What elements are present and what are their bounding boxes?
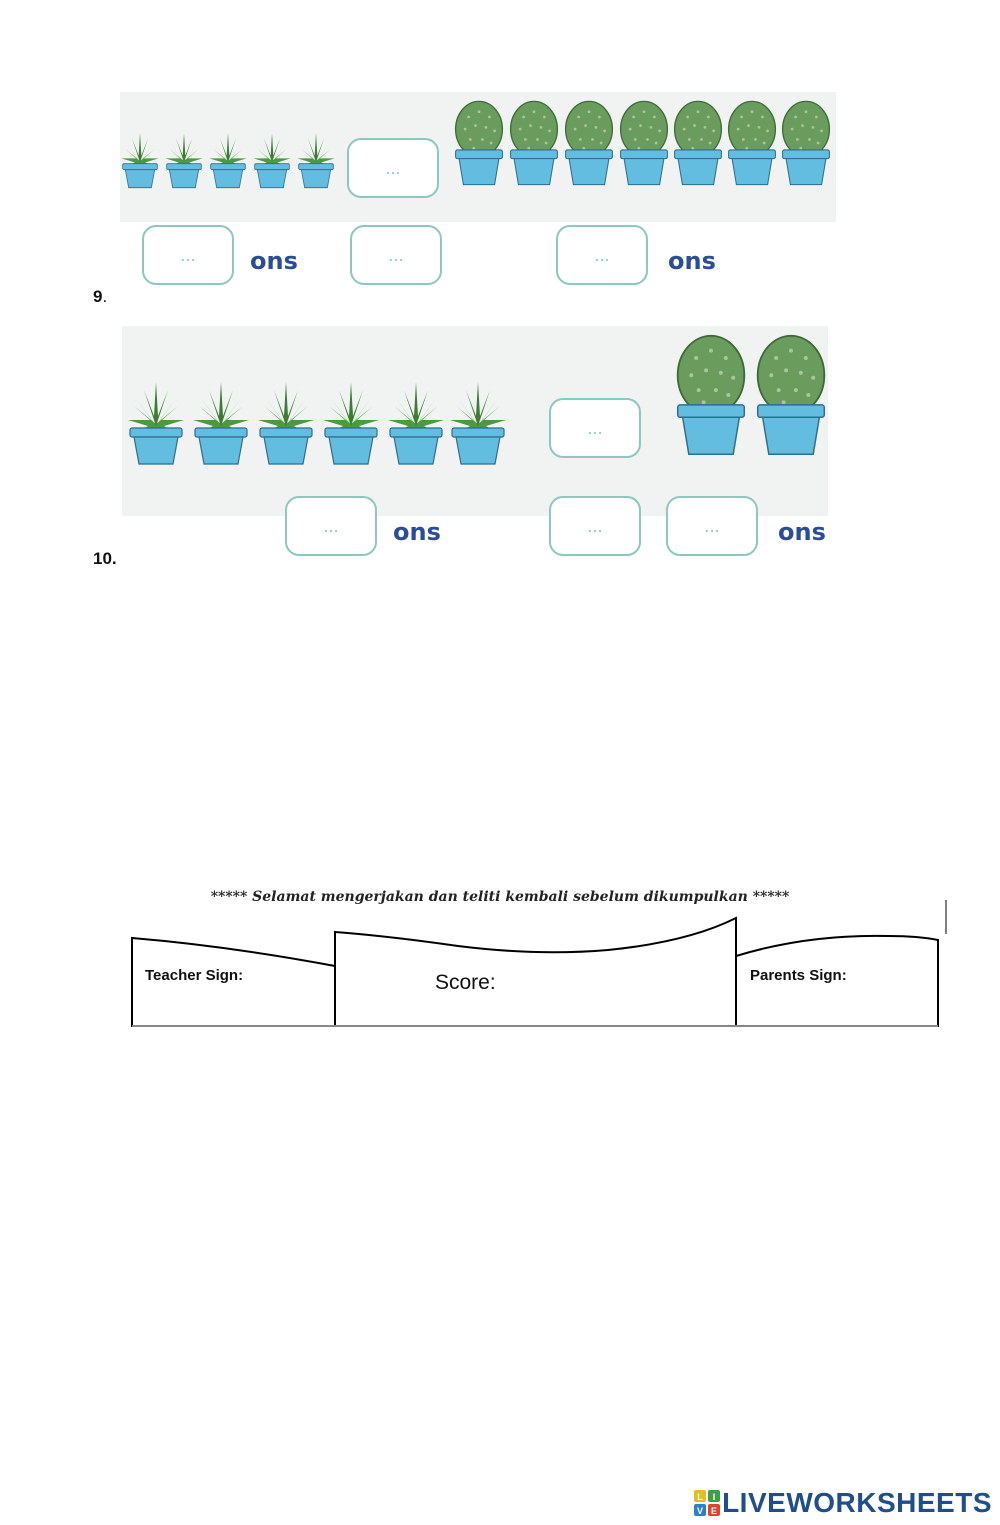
- brand-name: LIVEWORKSHEETS: [722, 1487, 992, 1518]
- q9-right-weight-input[interactable]: ...: [556, 225, 648, 285]
- q10-right-weight-input[interactable]: ...: [666, 496, 758, 556]
- svg-text:V: V: [697, 1506, 704, 1516]
- q9-right-unit: ons: [668, 247, 716, 275]
- cactus-icon: [754, 326, 828, 464]
- q10-left-weight-input[interactable]: ...: [285, 496, 377, 556]
- succulent-icon: [164, 128, 204, 190]
- teacher-sign-label: Teacher Sign:: [145, 967, 244, 984]
- succulent-icon: [448, 376, 508, 466]
- cactus-icon: [618, 95, 670, 191]
- q9-compare-input[interactable]: ...: [347, 138, 439, 198]
- succulent-icon: [120, 128, 160, 190]
- question-number-10: 10.: [93, 549, 117, 568]
- succulent-icon: [126, 376, 186, 466]
- succulent-icon: [386, 376, 446, 466]
- succulent-icon: [256, 376, 316, 466]
- succulent-icon: [296, 128, 336, 190]
- parents-sign-label: Parents Sign:: [750, 967, 847, 984]
- q10-compare-input[interactable]: ...: [549, 398, 641, 458]
- q9-left-unit: ons: [250, 247, 298, 275]
- signature-panel-frame: [128, 898, 950, 1030]
- cactus-icon: [672, 95, 724, 191]
- cactus-icon: [674, 326, 748, 464]
- q9-compare-input-2[interactable]: ...: [350, 225, 442, 285]
- cactus-icon: [508, 95, 560, 191]
- q10-left-unit: ons: [393, 518, 441, 546]
- svg-text:I: I: [712, 1492, 716, 1502]
- succulent-icon: [191, 376, 251, 466]
- cactus-icon: [726, 95, 778, 191]
- closing-message: ***** Selamat mengerjakan dan teliti kembali sebelum dikumpulkan *****: [210, 889, 790, 905]
- cactus-icon: [780, 95, 832, 191]
- succulent-icon: [321, 376, 381, 466]
- q10-right-unit: ons: [778, 518, 826, 546]
- score-label: Score:: [435, 971, 496, 994]
- svg-text:L: L: [697, 1492, 703, 1502]
- svg-text:E: E: [711, 1506, 718, 1516]
- liveworksheets-icon: [694, 1490, 720, 1516]
- liveworksheets-logo: [694, 1487, 992, 1519]
- cactus-icon: [453, 95, 505, 191]
- question-number-9: 9.: [93, 287, 108, 306]
- q10-compare-input-2[interactable]: ...: [549, 496, 641, 556]
- succulent-icon: [208, 128, 248, 190]
- cactus-icon: [563, 95, 615, 191]
- succulent-icon: [252, 128, 292, 190]
- q9-left-weight-input[interactable]: ...: [142, 225, 234, 285]
